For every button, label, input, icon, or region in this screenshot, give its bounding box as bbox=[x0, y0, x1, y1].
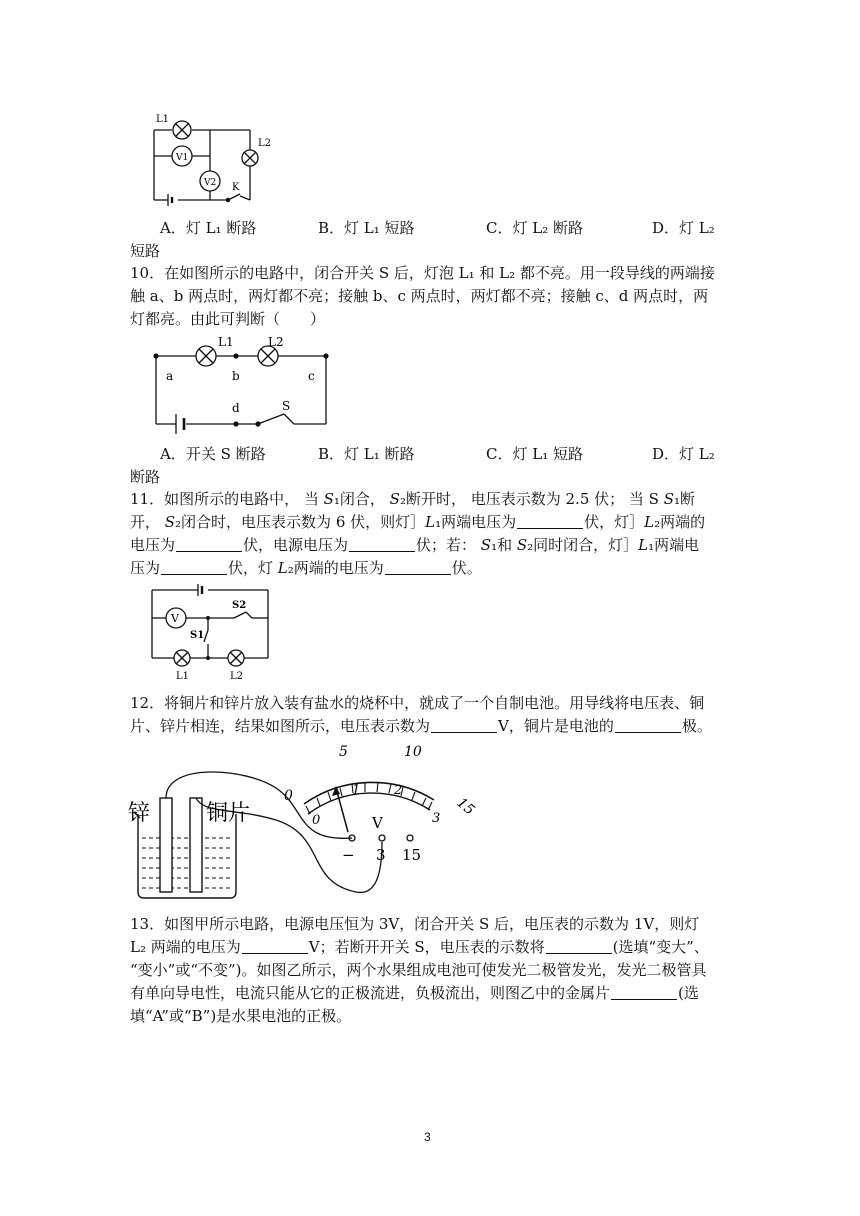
q10-b-label: b bbox=[232, 369, 240, 383]
q11-line-3-a: 电压为 bbox=[130, 536, 176, 554]
q13-line-2-b: V；若断开开关 S，电压表的示数将 bbox=[308, 938, 545, 956]
q11-line-4 bbox=[130, 557, 482, 579]
q11-blank-4[interactable] bbox=[161, 560, 227, 575]
q10-a-label: a bbox=[166, 369, 174, 383]
q11-circuit-figure bbox=[146, 582, 276, 682]
q12-battery-voltmeter-figure bbox=[126, 742, 496, 904]
q11-line-1: 11．如图所示的电路中， 当 𝑆₁闭合， 𝑆₂断开时， 电压表示数为 2.5 伏； 当 S 𝑆₁断 bbox=[130, 490, 696, 508]
q11-line-2-a: 开， 𝑆₂闭合时，电压表示数为 6 伏，则灯］𝐿₁两端电压为 bbox=[130, 513, 517, 531]
q11-line-3-b: 伏，电源电压为 bbox=[243, 536, 349, 554]
q13-blank-1[interactable] bbox=[242, 939, 308, 954]
q9-v1-label: V1 bbox=[176, 153, 189, 163]
q12-v-label: V bbox=[372, 814, 383, 832]
q12-line-2 bbox=[130, 715, 712, 737]
q10-option-a: A．开关 S 断路 bbox=[160, 445, 266, 463]
q9-l2-label: L2 bbox=[258, 138, 272, 149]
q13-line-2-a: L₂ 两端的电压为 bbox=[130, 938, 241, 956]
q12-copper-label: 铜片 bbox=[206, 801, 251, 826]
q12-blank-1[interactable] bbox=[431, 718, 497, 733]
q11-blank-5[interactable] bbox=[385, 560, 451, 575]
q12-line-2-b: V，铜片是电池的 bbox=[498, 717, 614, 735]
q13-line-4-a: 有单向导电性，电流只能从它的正极流进，负极流出，则图乙中的金属片 bbox=[130, 984, 611, 1002]
q12-minus-label: − bbox=[342, 846, 355, 864]
q10-line-3: 灯都亮。由此可判断（ ） bbox=[130, 310, 326, 328]
q11-line-2 bbox=[130, 511, 705, 533]
q13-line-2-c: (选填“变大”、 bbox=[612, 938, 709, 956]
q10-option-d-cont: 断路 bbox=[130, 468, 161, 486]
q10-option-c: C．灯 L₁ 短路 bbox=[486, 445, 583, 463]
q12-line-1: 12．将铜片和锌片放入装有盐水的烧杯中，就成了一个自制电池。用导线将电压表、铜 bbox=[130, 694, 705, 712]
q11-l1-label: L1 bbox=[176, 671, 190, 682]
q11-blank-2[interactable] bbox=[176, 537, 242, 552]
q11-line-3-c: 伏；若： 𝑆₁和 𝑆₂同时闭合，灯］𝐿₁两端电 bbox=[416, 536, 700, 554]
q12-zinc-label: 锌 bbox=[128, 801, 151, 826]
q11-l2-label: L2 bbox=[230, 671, 244, 682]
q12-bottom-scale-2: 2 bbox=[394, 783, 403, 798]
q11-line-2-b: 伏，灯］𝐿₂两端的 bbox=[584, 513, 706, 531]
q12-terminal-15-label: 15 bbox=[402, 846, 422, 864]
q9-v2-label: V2 bbox=[204, 178, 217, 188]
q12-terminal-3-label: 3 bbox=[376, 846, 386, 864]
q12-blank-2[interactable] bbox=[615, 718, 681, 733]
q12-line-2-a: 片、锌片相连，结果如图所示，电压表示数为 bbox=[130, 717, 431, 735]
q11-blank-3[interactable] bbox=[349, 537, 415, 552]
q9-l1-label: L1 bbox=[156, 114, 170, 125]
q9-option-c: C．灯 L₂ 断路 bbox=[486, 219, 583, 237]
q10-l2-label: L2 bbox=[268, 335, 284, 349]
q12-line-2-c: 极。 bbox=[681, 717, 712, 735]
q11-blank-1[interactable] bbox=[517, 514, 583, 529]
q10-line-1: 10．在如图所示的电路中，闭合开关 S 后，灯泡 L₁ 和 L₂ 都不亮。用一段导线的两端接 bbox=[130, 264, 715, 282]
q11-s1-label: S1 bbox=[190, 630, 205, 641]
q12-bottom-scale-1: 1 bbox=[352, 783, 361, 798]
q12-top-scale-10: 10 bbox=[404, 744, 422, 760]
q12-top-scale-5: 5 bbox=[339, 744, 348, 760]
q10-option-b: B．灯 L₁ 断路 bbox=[318, 445, 415, 463]
q13-blank-2[interactable] bbox=[546, 939, 612, 954]
q13-line-4 bbox=[130, 982, 699, 1004]
q9-circuit-figure bbox=[148, 108, 278, 208]
q13-line-2 bbox=[130, 936, 709, 958]
q9-k-label: K bbox=[232, 182, 240, 193]
q9-option-d: D．灯 L₂ bbox=[652, 219, 715, 237]
q12-top-scale-0: 0 bbox=[284, 788, 293, 804]
q9-option-b: B．灯 L₁ 短路 bbox=[318, 219, 415, 237]
q10-line-2: 触 a、b 两点时，两灯都不亮；接触 b、c 两点时，两灯都不亮；接触 c、d 两点时，两 bbox=[130, 287, 709, 305]
q9-option-a: A．灯 L₁ 断路 bbox=[160, 219, 257, 237]
q11-line-4-b: 伏，灯 𝐿₂两端的电压为 bbox=[228, 559, 384, 577]
q11-line-3 bbox=[130, 534, 699, 556]
q11-line-4-c: 伏。 bbox=[451, 559, 482, 577]
q13-line-4-b: (选 bbox=[678, 984, 699, 1002]
q12-bottom-scale-3: 3 bbox=[432, 811, 441, 826]
q13-blank-3[interactable] bbox=[611, 985, 677, 1000]
q9-option-d-cont: 短路 bbox=[130, 242, 161, 260]
q10-d-label: d bbox=[232, 401, 240, 415]
page-number: 3 bbox=[424, 1130, 431, 1144]
q10-option-d: D．灯 L₂ bbox=[652, 445, 715, 463]
q10-l1-label: L1 bbox=[218, 335, 234, 349]
q11-s2-label: S2 bbox=[232, 600, 247, 611]
q11-line-4-a: 压为 bbox=[130, 559, 161, 577]
q10-c-label: c bbox=[308, 369, 315, 383]
q12-bottom-scale-0: 0 bbox=[312, 813, 321, 828]
q10-circuit-figure bbox=[148, 332, 338, 436]
q13-line-5: 填“A”或“B”)是水果电池的正极。 bbox=[130, 1007, 352, 1025]
q13-line-1: 13．如图甲所示电路，电源电压恒为 3V，闭合开关 S 后，电压表的示数为 1V，则灯 bbox=[130, 915, 700, 933]
q10-s-label: S bbox=[282, 399, 291, 413]
q12-top-scale-15: 15 bbox=[453, 794, 478, 819]
q13-line-3: “变小”或“不变”)。如图乙所示，两个水果组成电池可使发光二极管发光，发光二极管具 bbox=[130, 961, 707, 979]
q11-v-label: V bbox=[171, 612, 179, 625]
